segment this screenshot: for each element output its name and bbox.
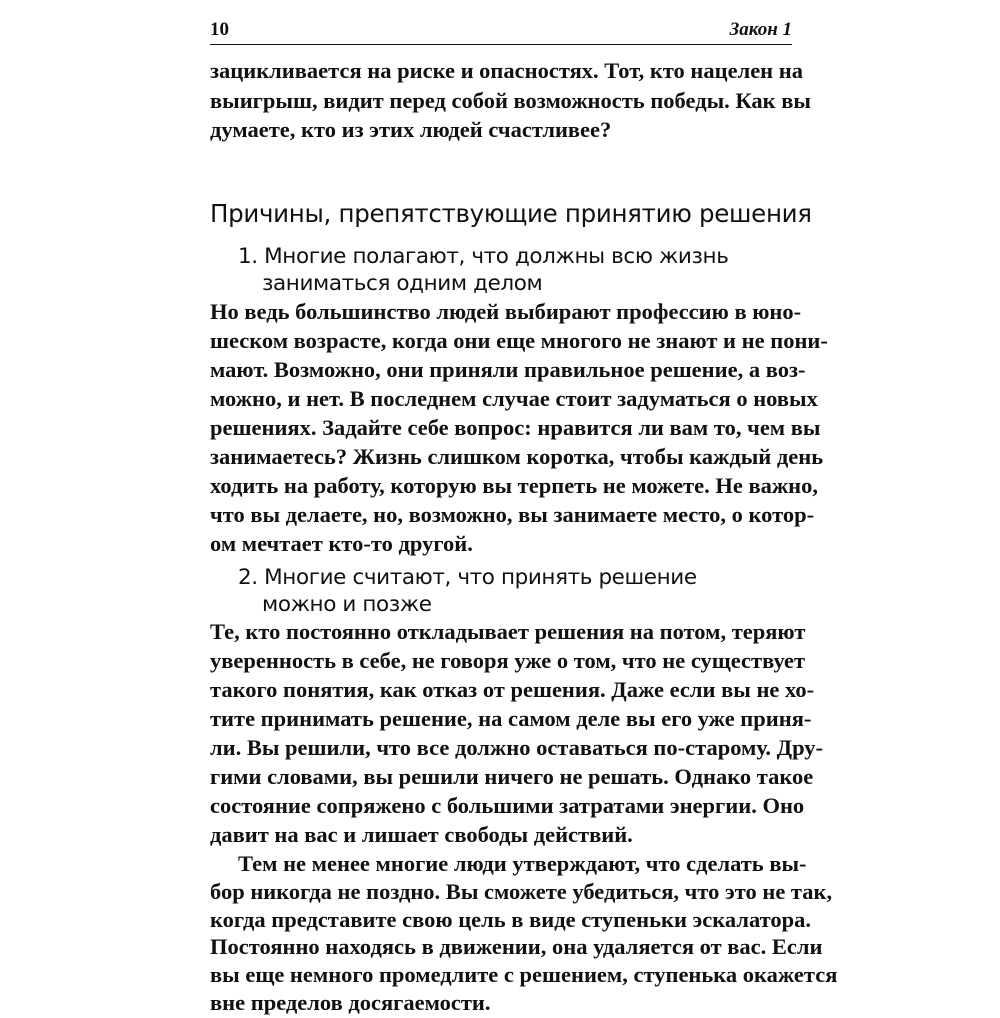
paragraph-line: зацикливается на риске и опасностях. Тот, кто нацелен на — [210, 58, 803, 83]
subheading-reason-1-cont: заниматься одним делом — [262, 271, 543, 296]
paragraph-line: думаете, кто из этих людей счастливее? — [210, 117, 612, 142]
paragraph-line: давит на вас и лишает свободы действий. — [210, 822, 633, 847]
paragraph-line: ом мечтает кто-то другой. — [210, 531, 473, 556]
paragraph-line: вы еще немного промедлите с решением, ступенька окажется — [210, 962, 838, 988]
paragraph-line: вне пределов досягаемости. — [210, 990, 491, 1015]
subheading-reason-1: 1. Многие полагают, что должны всю жизнь — [238, 244, 729, 269]
paragraph-line: занимаетесь? Жизнь слишком коротка, чтобы каждый день — [210, 444, 824, 469]
paragraph-line: тите принимать решение, на самом деле вы его уже приня- — [210, 706, 812, 731]
page-number: 10 — [210, 19, 229, 40]
paragraph-line: шеском возрасте, когда они еще многого не знают и не пони- — [210, 328, 828, 353]
paragraph-line: Тем не менее многие люди утверждают, что сделать вы- — [238, 851, 807, 876]
paragraph-line: можно, и нет. В последнем случае стоит задуматься о новых — [210, 386, 818, 411]
running-head: Закон 1 — [729, 19, 792, 40]
paragraph-line: Но ведь большинство людей выбирают профессию в юно- — [210, 299, 802, 324]
paragraph-line: такого понятия, как отказ от решения. Даже если вы не хо- — [210, 677, 815, 702]
page-header — [210, 18, 792, 45]
paragraph-line: уверенность в себе, не говоря уже о том, что не существует — [210, 648, 806, 673]
paragraph-line: ли. Вы решили, что все должно оставаться по-старому. Дру- — [210, 735, 824, 760]
section-heading: Причины, препятствующие принятию решения — [210, 199, 812, 228]
paragraph-line: когда представите свою цель в виде ступеньки эскалатора. — [210, 906, 812, 932]
paragraph-line: гими словами, вы решили ничего не решать. Однако такое — [210, 764, 814, 789]
paragraph-line: бор никогда не поздно. Вы сможете убедиться, что это не так, — [210, 878, 833, 904]
paragraph-line: что вы делаете, но, возможно, вы занимаете место, о котор- — [210, 502, 815, 527]
paragraph-line: состояние сопряжено с большими затратами энергии. Оно — [210, 793, 805, 818]
paragraph-line: мают. Возможно, они приняли правильное решение, а воз- — [210, 357, 806, 382]
paragraph-line: выигрыш, видит перед собой возможность победы. Как вы — [210, 88, 811, 113]
paragraph-line: решениях. Задайте себе вопрос: нравится ли вам то, чем вы — [210, 415, 821, 440]
paragraph-line: Постоянно находясь в движении, она удаляется от вас. Если — [210, 934, 823, 960]
paragraph-line: Те, кто постоянно откладывает решения на потом, теряют — [210, 619, 806, 644]
subheading-reason-2-cont: можно и позже — [262, 592, 432, 617]
subheading-reason-2: 2. Многие считают, что принять решение — [238, 565, 697, 590]
paragraph-line: ходить на работу, которую вы терпеть не можете. Не важно, — [210, 473, 819, 498]
